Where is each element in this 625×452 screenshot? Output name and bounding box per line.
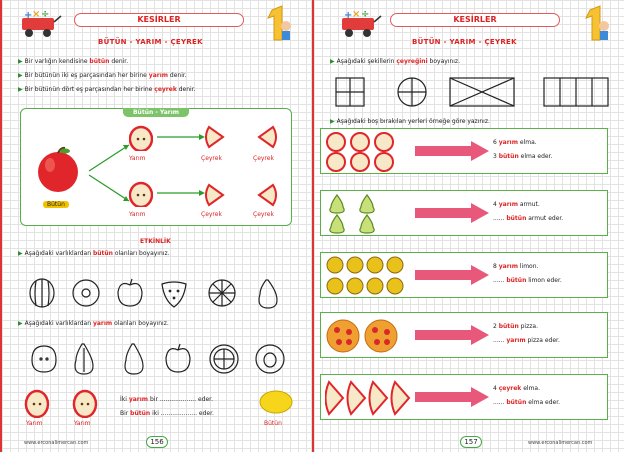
wagon-icon	[18, 6, 62, 38]
example-2-line-1: 4 yarım armut.	[493, 201, 540, 208]
half-fruits-row	[28, 340, 288, 376]
example-row-2	[320, 190, 608, 236]
arrow-to-quarters-2	[155, 187, 207, 199]
task-quarter: ▶ Aşağıdaki şekillerin çeyreğini boyayınız.	[330, 58, 460, 65]
right-page	[312, 0, 624, 452]
example-2-line-2: ...... bütün armut eder.	[493, 215, 564, 222]
pear-outline-icon	[259, 280, 277, 308]
split-arrows	[85, 123, 135, 223]
rule-line-1: ▶ Bir varlığın kendisine bütün denir.	[18, 58, 129, 65]
lemon-icon	[258, 388, 294, 416]
rectangle-diagonals-shape	[450, 78, 514, 106]
circle-quarters-shape	[398, 78, 426, 106]
example-row-1	[320, 128, 608, 174]
rule-line-3: ▶ Bir bütünün dört eş parçasından her birine çeyrek denir.	[18, 86, 196, 93]
whole-half-diagram	[20, 108, 292, 226]
apple-outline-icon-2	[166, 344, 190, 372]
number-one-mascot-icon	[260, 4, 294, 44]
svg-text:÷: ÷	[41, 9, 50, 20]
page-number: 156	[146, 436, 168, 448]
pink-arrow-icon	[415, 387, 491, 407]
example-row-5	[320, 374, 608, 420]
example-3-line-1: 8 yarım limon.	[493, 263, 539, 270]
example-4-line-2: ...... yarım pizza eder.	[493, 337, 560, 344]
page-number: 157	[460, 436, 482, 448]
half-lemons-group-icon	[325, 255, 409, 297]
strawberry-outline-icon	[162, 282, 186, 307]
svg-text:×: ×	[352, 9, 361, 20]
bottom-label-half-1: Yarım	[26, 420, 43, 427]
svg-text:÷: ÷	[361, 9, 370, 20]
half-orange-outline-icon	[210, 345, 238, 373]
half-apple-outline-icon	[32, 346, 56, 372]
subtitle: BÜTÜN - YARIM - ÇEYREK	[412, 38, 517, 46]
footer-url: www.erconalimercan.com	[24, 440, 89, 446]
example-3-line-2: ...... bütün limon eder.	[493, 277, 562, 284]
bottom-line-1: İki yarım bir ................... eder.	[120, 396, 213, 403]
kiwi-outline-icon	[73, 280, 99, 306]
title-ribbon: KESİRLER	[390, 13, 560, 27]
half-pear-outline-icon	[75, 344, 93, 374]
orange-outline-icon	[209, 280, 235, 306]
half-apples-group-icon	[325, 131, 405, 173]
bottom-label-whole: Bütün	[264, 420, 282, 427]
example-5-line-2: ...... bütün elma eder.	[493, 399, 561, 406]
subtitle: BÜTÜN - YARIM - ÇEYREK	[98, 38, 203, 46]
bottom-half-apple-icon-1	[24, 388, 50, 418]
svg-text:+: +	[24, 10, 33, 21]
bottom-label-half-2: Yarım	[74, 420, 91, 427]
number-one-mascot-icon	[578, 4, 612, 44]
rule-line-2: ▶ Bir bütünün iki eş parçasından her birine yarım denir.	[18, 72, 187, 79]
arrow-to-quarters-1	[155, 131, 207, 143]
pink-arrow-icon	[415, 265, 491, 285]
title-ribbon: KESİRLER	[74, 13, 244, 27]
label-half-2: Yarım	[129, 211, 146, 218]
rectangle-strips-shape	[544, 78, 608, 106]
label-half-1: Yarım	[129, 155, 146, 162]
pear-outline-icon-2	[125, 344, 143, 374]
watermelon-outline-icon	[30, 279, 54, 307]
half-apple-icon-1	[129, 125, 153, 151]
label-quarter-2: Çeyrek	[253, 155, 274, 162]
diagram-title: Bütün - Yarım	[123, 108, 189, 117]
pizzas-group-icon	[325, 316, 405, 356]
whole-fruits-row	[28, 276, 288, 310]
svg-text:+: +	[344, 10, 353, 21]
label-quarter-4: Çeyrek	[253, 211, 274, 218]
wagon-icon	[338, 6, 382, 38]
pink-arrow-icon	[415, 325, 491, 345]
square-quarters-shape	[336, 78, 364, 106]
example-row-3	[320, 252, 608, 298]
pink-arrow-icon	[415, 141, 491, 161]
footer-url: www.erconalimercan.com	[528, 440, 593, 446]
task-fill-blanks: ▶ Aşağıdaki boş bırakılan yerleri örneğe göre yazınız.	[330, 118, 490, 125]
example-1-line-1: 6 yarım elma.	[493, 139, 537, 146]
bottom-line-2: Bir bütün iki ................... eder.	[120, 410, 214, 417]
activity-title: ETKİNLİK	[140, 238, 171, 245]
half-apple-icon-2	[129, 181, 153, 207]
quarter-apples-group-icon	[325, 378, 411, 418]
task-half: ▶ Aşağıdaki varlıklardan yarım olanları boyayınız.	[18, 320, 169, 327]
quarter-apple-icon-1	[205, 123, 227, 151]
left-page	[0, 0, 312, 452]
example-5-line-1: 4 çeyrek elma.	[493, 385, 540, 392]
quarter-apple-icon-3	[205, 181, 227, 209]
label-quarter-1: Çeyrek	[201, 155, 222, 162]
label-quarter-3: Çeyrek	[201, 211, 222, 218]
whole-apple-icon	[35, 145, 81, 193]
bottom-half-apple-icon-2	[72, 388, 98, 418]
example-4-line-1: 2 bütün pizza.	[493, 323, 538, 330]
quarter-apple-icon-2	[255, 123, 277, 151]
pink-arrow-icon	[415, 203, 491, 223]
quarter-shapes-row	[332, 76, 618, 108]
apple-outline-icon	[118, 279, 142, 306]
example-1-line-2: 3 bütün elma eder.	[493, 153, 553, 160]
label-whole: Bütün	[43, 201, 69, 208]
example-row-4	[320, 312, 608, 358]
quarter-apple-icon-4	[255, 181, 277, 209]
half-peach-outline-icon	[256, 345, 284, 373]
svg-text:×: ×	[32, 9, 41, 20]
half-pears-group-icon	[325, 193, 405, 235]
task-whole: ▶ Aşağıdaki varlıklardan bütün olanları boyayınız.	[18, 250, 170, 257]
